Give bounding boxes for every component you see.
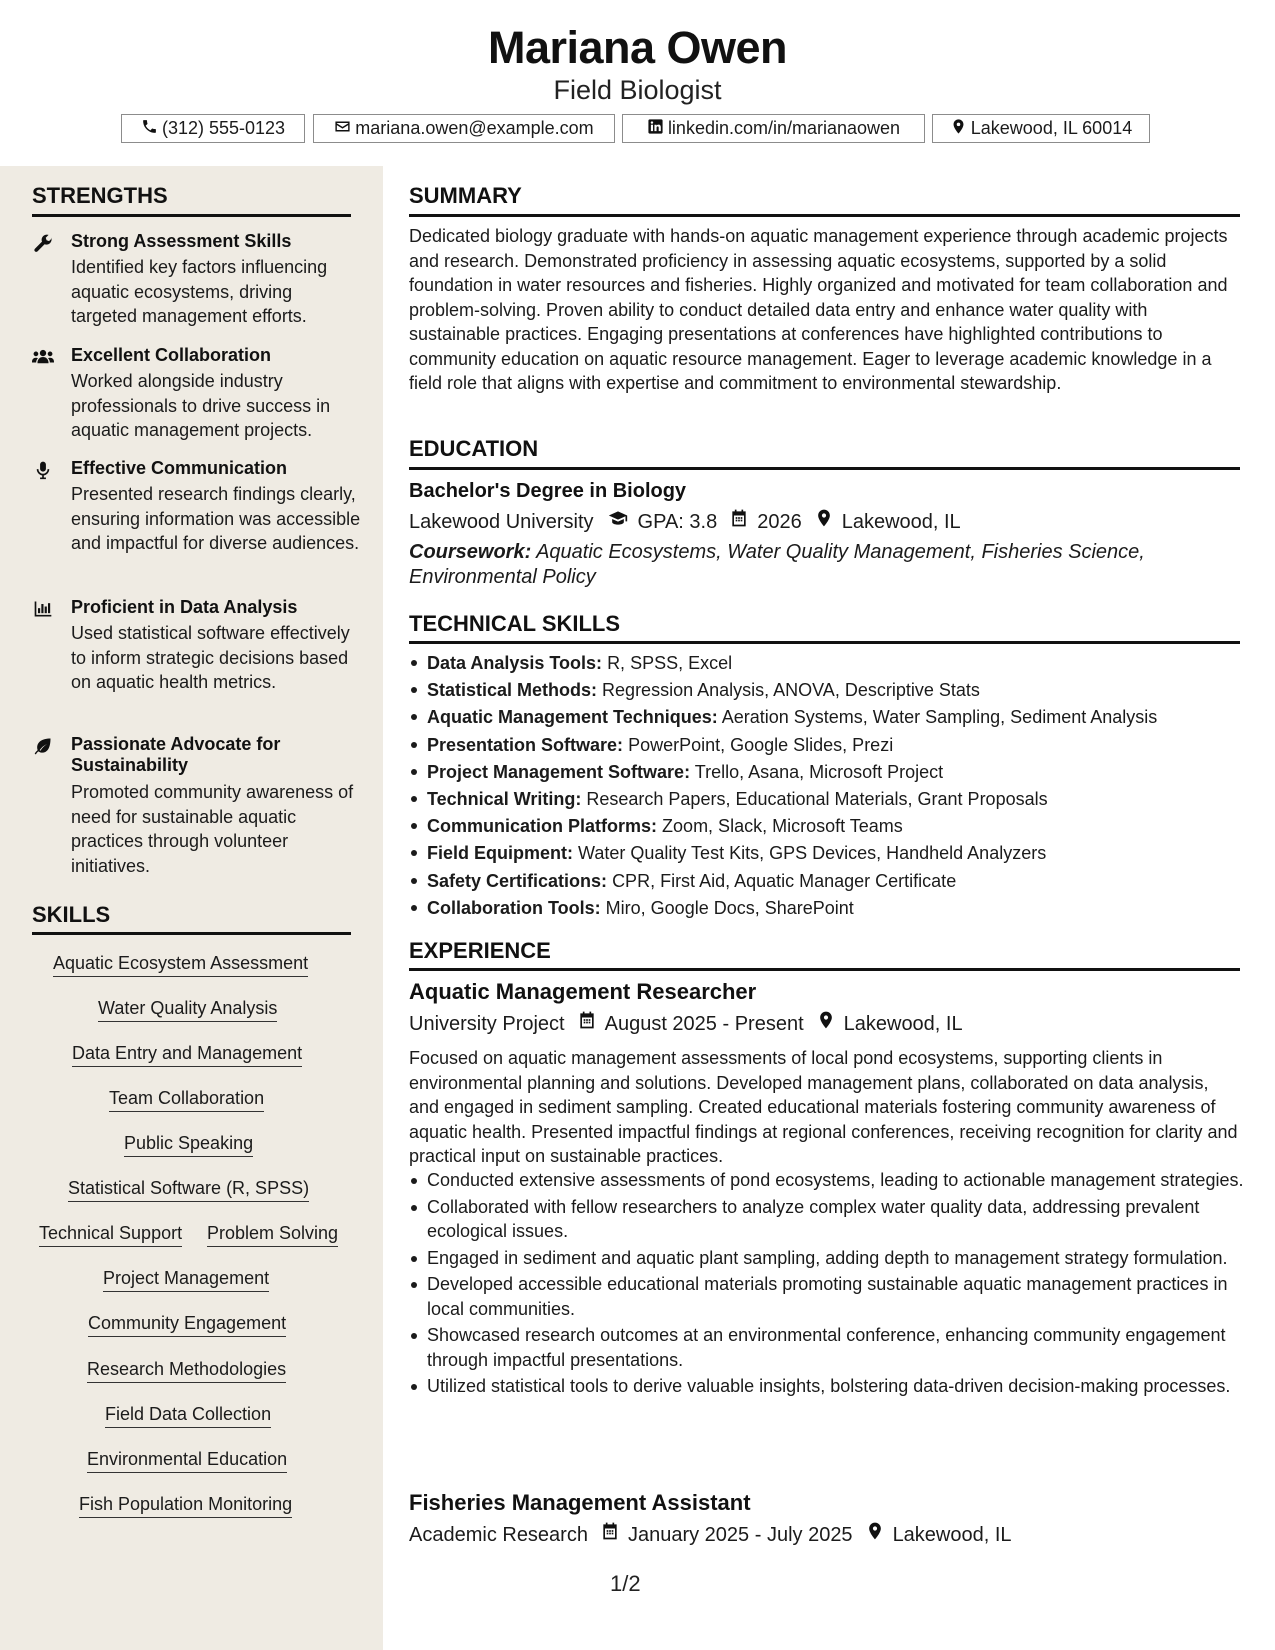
education-divider <box>409 467 1240 470</box>
job-dates: January 2025 - July 2025 <box>627 1523 853 1546</box>
bar-chart-icon <box>32 599 56 619</box>
map-marker-icon <box>950 118 967 140</box>
list-item <box>427 732 1257 759</box>
list-item <box>427 813 1257 840</box>
tech-skill-label: Technical Writing: <box>427 789 582 810</box>
tech-skill-value: Trello, Asana, Microsoft Project <box>694 761 944 782</box>
job-dates: August 2025 - Present <box>604 1012 804 1035</box>
candidate-role: Field Biologist <box>553 75 722 105</box>
experience-heading: EXPERIENCE <box>409 938 551 963</box>
list-item: Developed accessible educational materials promoting sustainable aquatic management practices in local communities. <box>427 1272 1257 1321</box>
wrench-icon <box>32 233 56 253</box>
job-meta <box>409 1521 1012 1548</box>
strengths-heading: STRENGTHS <box>32 183 168 208</box>
job-summary: Focused on aquatic management assessments of local pond ecosystems, supporting clients in environmental planning and solutions. Developed management plans, collaborated on data analysis, and engaged in sediment sampling. Created educational materials fostering community awareness of aquatic health. Presented impactful findings at regional conferences, receiving recognition for clarity and practical input on sustainable practices. <box>409 1048 1238 1166</box>
list-item <box>427 759 1257 786</box>
location-text: Lakewood, IL 60014 <box>970 118 1133 138</box>
tech-skill-value: Regression Analysis, ANOVA, Descriptive Stats <box>602 680 980 701</box>
strength-title: Strong Assessment Skills <box>71 231 292 251</box>
skills-heading: SKILLS <box>32 902 111 927</box>
skills-divider <box>32 932 351 935</box>
tech-skill-label: Communication Platforms: <box>427 816 658 837</box>
strength-description: Used statistical software effectively to inform strategic decisions based on aquatic health metrics. <box>71 623 350 692</box>
experience-divider <box>409 968 1240 971</box>
job-organization: Academic Research <box>409 1523 588 1546</box>
calendar-icon <box>717 508 757 535</box>
strengths-divider <box>32 214 351 217</box>
candidate-name: Mariana Owen <box>487 22 788 73</box>
tech-skill-value: Aeration Systems, Water Sampling, Sediment Analysis <box>721 707 1158 728</box>
education-meta <box>409 508 961 535</box>
microphone-icon <box>32 460 56 480</box>
skill-tag: Project Management <box>103 1267 269 1292</box>
strength-description: Worked alongside industry professionals to drive success in aquatic management projects. <box>71 371 331 440</box>
summary-text: Dedicated biology graduate with hands-on aquatic management experience through academic projects and research. Demonstrated proficiency in assessing aquatic ecosystems, supported by a solid foundation in water resources and fisheries. Highly organized and motivated for team collaboration and problem-solving. Proven ability to conduct detailed data entry and enhance water quality with sustainable practices. Engaging presentations at conferences have highlighted contributions to community education on aquatic resource management. Eager to leverage academic knowledge in a field role that aligns with expertise and commitment to environmental stewardship. <box>409 226 1228 393</box>
phone-text: (312) 555-0123 <box>161 118 286 138</box>
skill-tag: Community Engagement <box>88 1312 286 1337</box>
technical-skills-divider <box>409 641 1240 644</box>
location-contact <box>932 114 1150 143</box>
skill-tag: Statistical Software (R, SPSS) <box>68 1177 309 1202</box>
map-marker-icon <box>804 1010 844 1037</box>
linkedin-contact[interactable] <box>622 114 925 143</box>
skill-tag: Field Data Collection <box>105 1403 271 1428</box>
list-item: Utilized statistical tools to derive valuable insights, bolstering data-driven decision-making processes. <box>427 1374 1257 1399</box>
coursework <box>409 540 1229 589</box>
tech-skill-label: Collaboration Tools: <box>427 897 601 918</box>
linkedin-icon <box>647 118 664 140</box>
email-contact[interactable] <box>313 114 615 143</box>
education-heading: EDUCATION <box>409 436 539 461</box>
tech-skill-value: PowerPoint, Google Slides, Prezi <box>628 734 894 755</box>
list-item: Collaborated with fellow researchers to analyze complex water quality data, addressing prevalent ecological issues. <box>427 1195 1257 1244</box>
school-location: Lakewood, IL <box>841 510 961 533</box>
tech-skill-value: R, SPSS, Excel <box>607 653 733 673</box>
degree-title: Bachelor's Degree in Biology <box>409 480 687 502</box>
list-item <box>427 895 1257 922</box>
list-item: Conducted extensive assessments of pond ecosystems, leading to actionable management strategies. <box>427 1168 1257 1193</box>
tech-skill-label: Field Equipment: <box>427 843 573 864</box>
strength-title: Effective Communication <box>71 458 288 478</box>
list-item: Engaged in sediment and aquatic plant sampling, adding depth to management strategy formulation. <box>427 1246 1257 1271</box>
tech-skill-label: Project Management Software: <box>427 761 691 782</box>
leaf-icon <box>32 736 56 756</box>
tech-skill-label: Aquatic Management Techniques: <box>427 707 718 728</box>
summary-divider <box>409 214 1240 217</box>
job-title: Aquatic Management Researcher <box>409 979 757 1004</box>
envelope-icon <box>334 118 351 140</box>
email-text: mariana.owen@example.com <box>355 118 594 138</box>
tech-skill-value: Miro, Google Docs, SharePoint <box>605 897 854 918</box>
coursework-label: Coursework: <box>409 541 532 563</box>
skill-tag: Technical Support <box>39 1222 182 1247</box>
skill-tag: Fish Population Monitoring <box>79 1493 292 1518</box>
job-meta <box>409 1010 963 1037</box>
skill-tag: Research Methodologies <box>87 1358 286 1383</box>
list-item <box>427 650 1257 677</box>
skill-tag: Water Quality Analysis <box>98 997 277 1022</box>
list-item <box>427 704 1257 731</box>
school-name: Lakewood University <box>409 510 594 533</box>
list-item: Showcased research outcomes at an environmental conference, enhancing community engagement through impactful presentations. <box>427 1323 1257 1372</box>
summary-heading: SUMMARY <box>409 183 522 208</box>
tech-skill-value: CPR, First Aid, Aquatic Manager Certificate <box>612 870 957 891</box>
skill-tag: Problem Solving <box>207 1222 338 1247</box>
phone-icon <box>141 118 158 140</box>
strength-title: Passionate Advocate for Sustainability <box>71 734 281 775</box>
list-item <box>427 786 1257 813</box>
page-number: 1/2 <box>610 1571 641 1596</box>
job-organization: University Project <box>409 1012 565 1035</box>
tech-skill-value: Zoom, Slack, Microsoft Teams <box>662 816 903 837</box>
calendar-icon <box>565 1010 605 1037</box>
job-location: Lakewood, IL <box>843 1012 963 1035</box>
tech-skill-value: Water Quality Test Kits, GPS Devices, Handheld Analyzers <box>578 843 1047 864</box>
tech-skill-label: Data Analysis Tools: <box>427 653 603 673</box>
map-marker-icon <box>802 508 842 535</box>
graduation-cap-icon <box>594 508 638 535</box>
job-location: Lakewood, IL <box>892 1523 1012 1546</box>
coursework-list: Aquatic Ecosystems, Water Quality Management, Fisheries Science, Environmental Policy <box>409 541 1145 588</box>
list-item <box>427 868 1257 895</box>
list-item <box>427 840 1257 867</box>
skill-tag: Team Collaboration <box>109 1087 264 1112</box>
tech-skill-label: Safety Certifications: <box>427 870 608 891</box>
tech-skill-label: Statistical Methods: <box>427 680 598 701</box>
strength-description: Promoted community awareness of need for sustainable aquatic practices through volunteer initiatives. <box>71 782 354 876</box>
strength-description: Identified key factors influencing aquatic ecosystems, driving targeted management efforts. <box>71 257 328 326</box>
strength-title: Excellent Collaboration <box>71 345 272 365</box>
strength-title: Proficient in Data Analysis <box>71 597 298 617</box>
gpa-text: GPA: 3.8 <box>637 510 718 533</box>
job-title: Fisheries Management Assistant <box>409 1490 751 1515</box>
technical-skills-heading: TECHNICAL SKILLS <box>409 611 621 636</box>
skill-tag: Public Speaking <box>124 1132 253 1157</box>
skill-tag: Aquatic Ecosystem Assessment <box>53 952 308 977</box>
users-icon <box>32 347 56 367</box>
strength-description: Presented research findings clearly, ensuring information was accessible and impactful for diverse audiences. <box>71 484 361 553</box>
job-bullets <box>409 1168 1257 1401</box>
linkedin-text: linkedin.com/in/marianaowen <box>667 118 901 138</box>
calendar-icon <box>588 1521 628 1548</box>
graduation-year: 2026 <box>757 510 802 533</box>
technical-skills-list <box>409 650 1257 922</box>
skill-tag: Data Entry and Management <box>72 1042 302 1067</box>
phone-contact[interactable] <box>121 114 305 143</box>
tech-skill-value: Research Papers, Educational Materials, Grant Proposals <box>586 789 1048 810</box>
list-item <box>427 677 1257 704</box>
tech-skill-label: Presentation Software: <box>427 734 624 755</box>
map-marker-icon <box>853 1521 893 1548</box>
skill-tag: Environmental Education <box>87 1448 287 1473</box>
